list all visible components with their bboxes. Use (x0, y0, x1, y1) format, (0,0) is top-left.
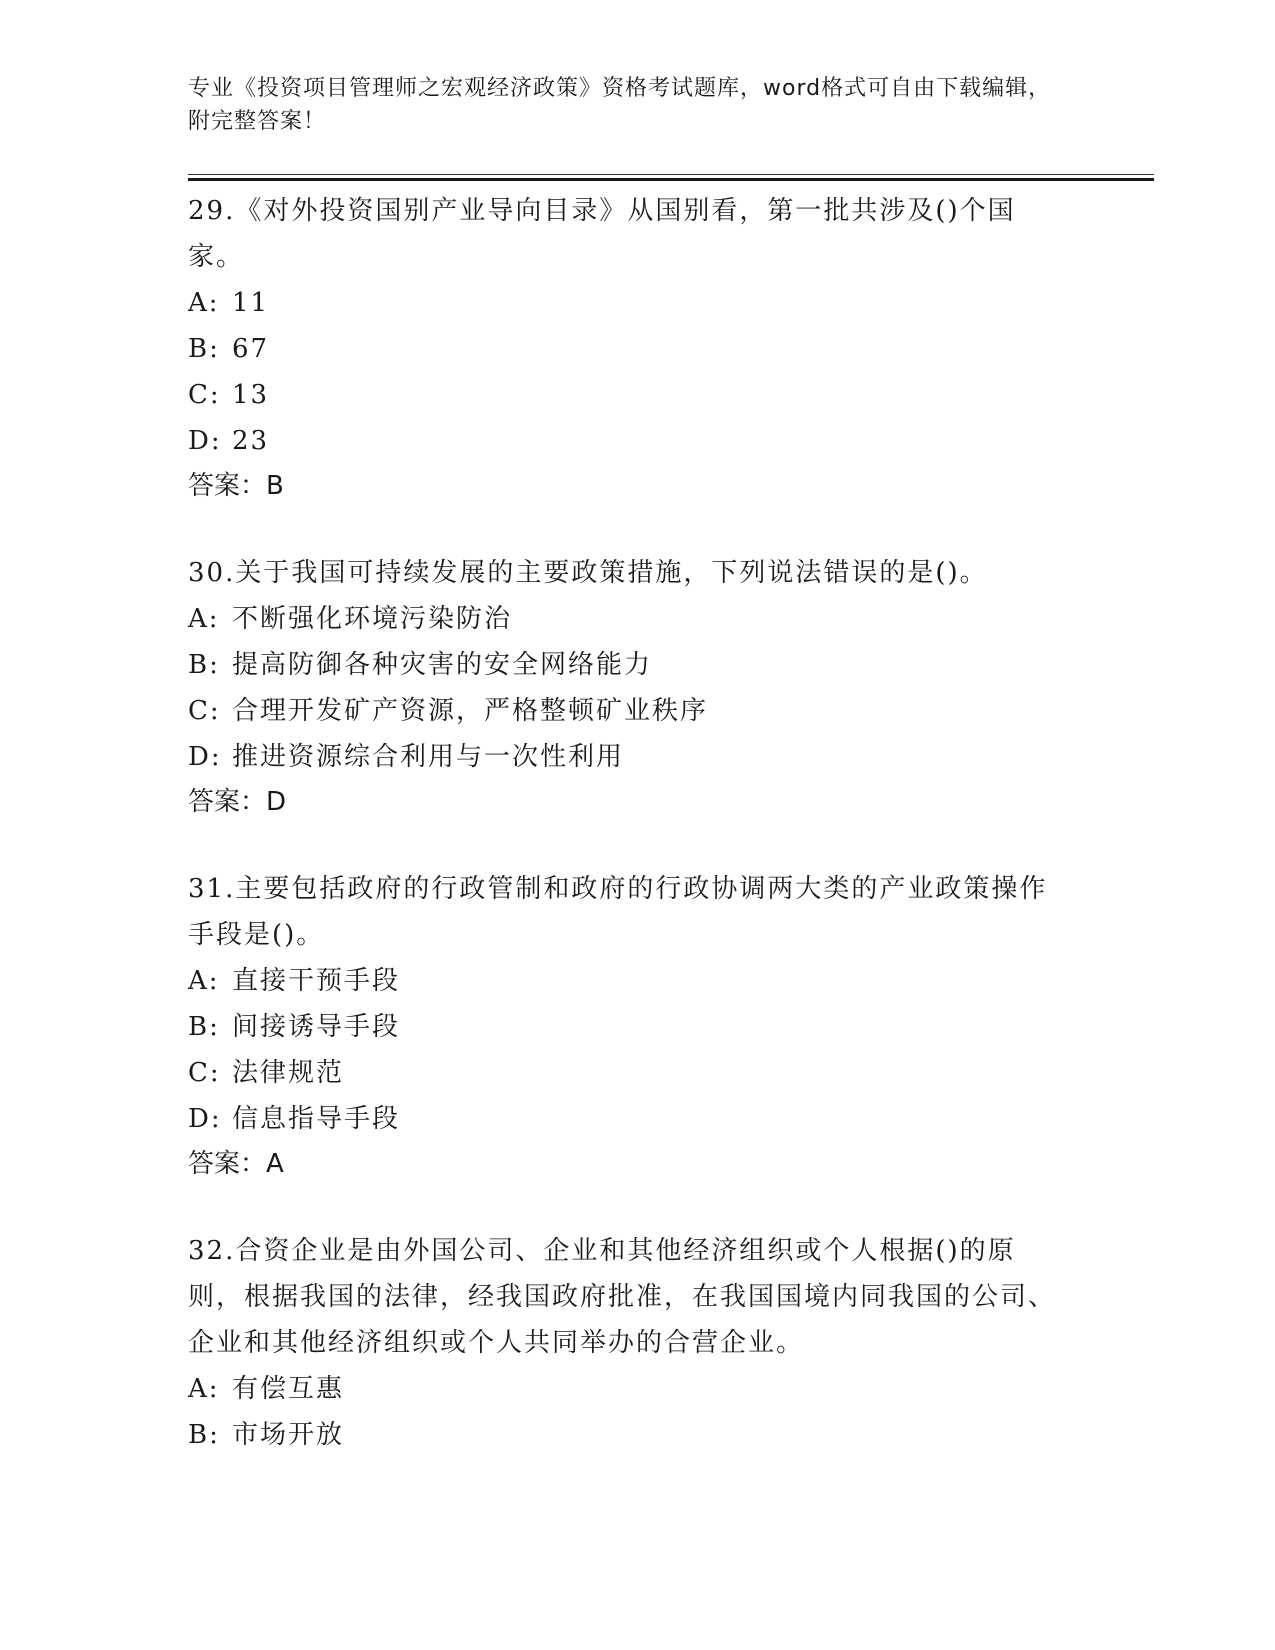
answer: 答案：D (188, 787, 287, 817)
option-letter: B: (188, 1012, 220, 1042)
question-list (188, 188, 1068, 1500)
option-text: 提高防御各种灾害的安全网络能力 (232, 650, 653, 680)
option-text: 有偿互惠 (232, 1374, 345, 1404)
option-text: 合理开发矿产资源，严格整顿矿业秩序 (232, 696, 709, 726)
option-letter: D: (188, 426, 222, 456)
answer: 答案：A (188, 1149, 284, 1179)
option-a (188, 280, 1068, 326)
option-letter: A: (188, 1374, 220, 1404)
document-header: 专业《投资项目管理师之宏观经济政策》资格考试题库，word格式可自由下载编辑，附完整答案！ (188, 76, 1052, 134)
option-c (188, 688, 1068, 734)
option-b (188, 1004, 1068, 1050)
option-d (188, 734, 1068, 780)
question-31 (188, 866, 1068, 1186)
option-letter: C: (188, 1058, 221, 1088)
option-text: 间接诱导手段 (232, 1012, 401, 1042)
option-text: 不断强化环境污染防治 (232, 604, 513, 634)
question-stem: 32.合资企业是由外国公司、企业和其他经济组织或个人根据()的原则，根据我国的法律，经我国政府批准，在我国国境内同我国的公司、企业和其他经济组织或个人共同举办的合营企业。 (188, 1236, 1057, 1358)
option-letter: B: (188, 1420, 220, 1450)
answer: 答案：B (188, 471, 284, 501)
option-text: 直接干预手段 (232, 966, 401, 996)
option-letter: A: (188, 604, 220, 634)
question-stem: 29.《对外投资国别产业导向目录》从国别看，第一批共涉及()个国家。 (188, 196, 1016, 272)
question-30 (188, 550, 1068, 824)
option-letter: B: (188, 650, 220, 680)
option-d (188, 418, 1068, 464)
option-b (188, 642, 1068, 688)
option-text: 11 (232, 288, 270, 318)
option-b (188, 1412, 1068, 1458)
option-a (188, 596, 1068, 642)
header-divider-thin (188, 174, 1154, 175)
option-text: 市场开放 (232, 1420, 345, 1450)
option-text: 法律规范 (232, 1058, 345, 1088)
option-letter: D: (188, 1104, 222, 1134)
header-divider-thick (188, 178, 1154, 181)
question-stem: 31.主要包括政府的行政管制和政府的行政协调两大类的产业政策操作手段是()。 (188, 874, 1048, 950)
option-d (188, 1096, 1068, 1142)
option-c (188, 1050, 1068, 1096)
option-letter: D: (188, 742, 222, 772)
option-text: 推进资源综合利用与一次性利用 (232, 742, 625, 772)
option-text: 信息指导手段 (232, 1104, 401, 1134)
option-c (188, 372, 1068, 418)
question-stem: 30.关于我国可持续发展的主要政策措施，下列说法错误的是()。 (188, 558, 988, 588)
option-a (188, 958, 1068, 1004)
option-a (188, 1366, 1068, 1412)
option-text: 67 (232, 334, 270, 364)
option-letter: C: (188, 696, 221, 726)
option-text: 13 (232, 380, 270, 410)
option-text: 23 (232, 426, 270, 456)
option-letter: B: (188, 334, 220, 364)
option-b (188, 326, 1068, 372)
question-29 (188, 188, 1068, 508)
option-letter: A: (188, 288, 220, 318)
question-32 (188, 1228, 1068, 1458)
option-letter: A: (188, 966, 220, 996)
option-letter: C: (188, 380, 221, 410)
